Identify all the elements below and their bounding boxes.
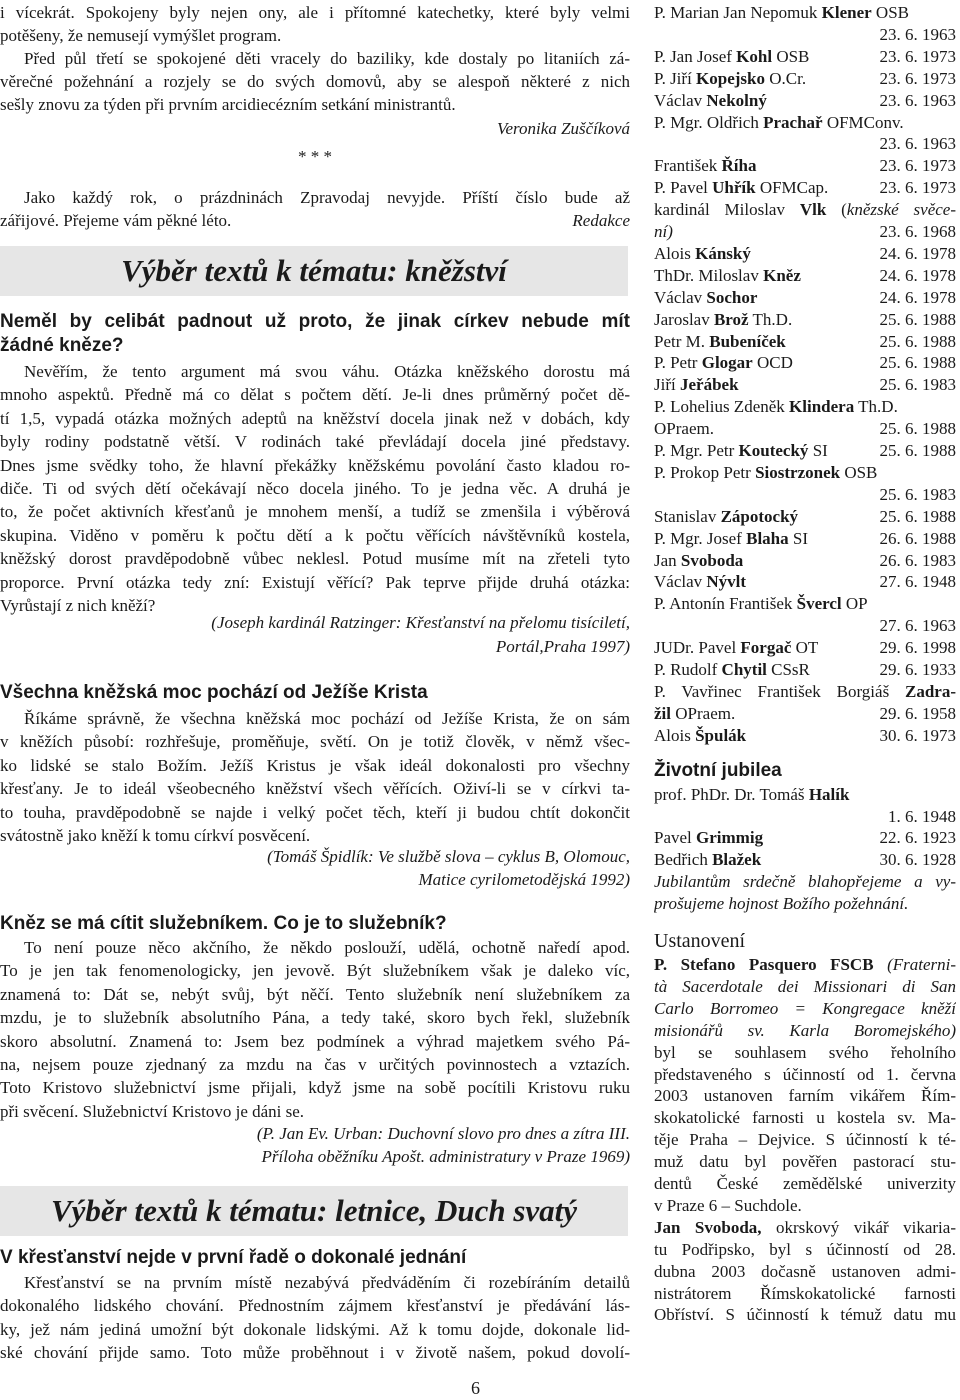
ordination-date: 27. 6. 1963	[879, 616, 956, 636]
person-surname: Uhřík	[712, 178, 756, 198]
listing-row	[654, 954, 956, 976]
article-source: Matice cyrilometodějská 1992)	[418, 870, 630, 889]
listing-row	[654, 615, 956, 637]
listing-row	[654, 287, 956, 309]
ordination-date: 23. 6. 1963	[879, 134, 956, 154]
listing-row	[654, 1107, 956, 1129]
intro-line: sešly znovu za týden při prvním arcidiecézním setkání ministrantů.	[0, 95, 456, 114]
listing-row	[654, 331, 956, 353]
ordination-date: 23. 6. 1973	[879, 178, 956, 198]
person-title: Bedřich	[654, 850, 713, 870]
person-surname: Bubeníček	[709, 331, 786, 351]
article-source: (P. Jan Ev. Urban: Duchovní slovo pro dnes a zítra III.	[256, 1124, 630, 1143]
appointment-note: Carlo Borromeo = Kongregace kněží	[654, 998, 956, 1018]
listing-row	[654, 462, 956, 484]
listing-row	[654, 976, 956, 998]
listing-row	[654, 1173, 956, 1195]
listing-row	[654, 90, 956, 112]
intro-line: Před půl třetí se spokojené děti vracely do baziliky, kde dostaly po litaniích zá-	[24, 49, 630, 68]
article-title: Všechna kněžská moc pochází od Ježíše Krista	[0, 682, 428, 703]
person-title: P. Petr	[654, 353, 702, 373]
listing-row	[654, 806, 956, 828]
person-title: Petr M.	[654, 331, 710, 351]
listing-row	[654, 243, 956, 265]
person-surname: Kánský	[695, 243, 751, 263]
ordination-date: 29. 6. 1933	[879, 660, 956, 679]
person-surname: žil	[654, 703, 671, 723]
person-surname: Říha	[721, 156, 757, 176]
article-text-line: dokonalého lidského chování. Přednostním zájmem křesťanství je předávání lás-	[0, 1296, 630, 1316]
ordination-date: 24. 6. 1978	[879, 265, 956, 285]
ordination-date: 23. 6. 1973	[879, 156, 956, 176]
article-text-line: křesťany. Je to ideál všeobecného kněžství všech věřících. Oživí-li se v církvi ta-	[0, 779, 630, 799]
person-surname: Brož	[713, 309, 749, 329]
ordination-date: 29. 6. 1958	[879, 703, 956, 723]
appointee-name: Jan Svoboda,	[654, 1217, 762, 1237]
person-title: Alois	[654, 725, 696, 745]
article-text-line: mnoho aspektů. Předně má co dělat s počtem dětí. Je-li dnes průměrný počet dě-	[0, 385, 630, 405]
listing-row	[654, 703, 956, 725]
person-title: P. Mgr. Josef	[654, 528, 747, 548]
article-text-line: Toto Kristovo služebnictví jsme přijali, když jsme na sobě pocítili Kristovu ruku	[0, 1078, 630, 1098]
intro-line: věrečné požehnání a rozjely se do svých domovů, aby se alespoň některé z nich	[0, 72, 630, 91]
person-surname: Švercl	[796, 594, 842, 614]
ordination-date: 25. 6. 1983	[879, 375, 956, 395]
person-title: Pavel	[654, 828, 697, 848]
listing-row	[654, 1283, 956, 1305]
person-title: P. Lohelius Zdeněk	[654, 397, 790, 417]
person-surname: Zápotocký	[720, 506, 799, 526]
ordination-date: 23. 6. 1968	[879, 222, 956, 241]
listing-row	[654, 1261, 956, 1283]
article-source: (Joseph kardinál Ratzinger: Křesťanství na přelomu tisíciletí,	[211, 613, 630, 632]
person-title: Václav	[654, 572, 707, 592]
article-text-line: při svěcení. Služebnictví Kristovo je dáni se.	[0, 1101, 305, 1121]
article-source: Příloha oběžníku Apošt. administratury v Praze 1969)	[261, 1147, 630, 1166]
page-number: 6	[471, 1378, 480, 1398]
appointment-text: dubna 2003 dočasně ustanoven admi-	[654, 1261, 956, 1281]
notice-line: Jako každý rok, o prázdninách Zpravodaj nevyjde. Příští číslo bude až	[24, 188, 630, 207]
article-source: (Tomáš Špidlík: Ve službě slova – cyklus B, Olomouc,	[267, 847, 630, 866]
listing-row	[654, 265, 956, 287]
person-title: Alois	[654, 243, 696, 263]
person-surname: Koutecký	[738, 441, 809, 460]
section-banner-kneztvi: Výběr textů k tématu: kněžství	[0, 246, 628, 296]
ordination-date: 24. 6. 1978	[879, 243, 956, 263]
article-text-line: proporce. První otázka tedy zní: Existují věřící? Pak teprve přijde druhá otázka:	[0, 572, 630, 592]
person-suffix: Th.D.	[748, 309, 793, 329]
person-suffix: OSB	[772, 46, 810, 66]
article-text-line: kněžský dorost pravděpodobně vůbec neklesl. Potud musíme mít na zřeteli tyto	[0, 549, 630, 569]
appointment-text: těje Praha – Dejvice. S účinností k té-	[654, 1130, 956, 1150]
person-surname: Prachař	[763, 112, 823, 132]
person-surname: Chytil	[721, 660, 767, 679]
person-title: P. Marian Jan Nepomuk	[654, 3, 822, 22]
listing-row	[654, 1239, 956, 1261]
notice-line: zářijové. Přejeme vám pěkné léto.	[0, 211, 232, 230]
person-title: Jan	[654, 550, 681, 570]
listing-row	[654, 506, 956, 528]
appointment-text: byl se souhlasem svého řeholního	[654, 1042, 956, 1062]
ordination-date: 23. 6. 1963	[879, 90, 956, 110]
section-banner-letnice: Výběr textů k tématu: letnice, Duch svatý	[0, 1186, 628, 1236]
ordination-date: 25. 6. 1988	[879, 331, 956, 351]
person-surname: Kněz	[763, 265, 801, 285]
article-text-line: Vyrůstají z nich kněží?	[0, 596, 156, 615]
person-surname: Blažek	[712, 850, 762, 870]
listing-row	[654, 1304, 956, 1326]
appointment-text: okrskový vikář vikaria-	[761, 1217, 956, 1237]
article-title: Neměl by celibát padnout už proto, že jinak církev nebude mít	[0, 311, 630, 332]
person-surname: Jeřábek	[679, 375, 739, 395]
listing-row	[654, 1064, 956, 1086]
article-title: žádné kněze?	[0, 335, 124, 356]
person-surname: Klindera	[789, 397, 855, 417]
listing-row	[654, 784, 956, 806]
ordination-date: 27. 6. 1948	[879, 572, 956, 592]
appointee-name: P. Stefano Pasquero FSCB	[654, 955, 874, 974]
person-title: P. Jan Josef	[654, 46, 737, 66]
listing-row	[654, 528, 956, 550]
section-heading-jubilea: Životní jubilea	[654, 759, 782, 781]
ordination-date: 25. 6. 1988	[879, 353, 956, 373]
appointment-text: Obříství. S účinností k témuž datu mu	[654, 1305, 956, 1325]
person-suffix: OFMConv.	[822, 112, 904, 132]
listing-row	[654, 177, 956, 199]
appointment-text: v Praze 6 – Suchdole.	[654, 1195, 802, 1215]
ordination-date: 26. 6. 1983	[879, 550, 956, 570]
article-text-line: na, nejsem pouze zjednaný za mzdu na čas v určitých povinnostech a vztazích.	[0, 1055, 630, 1074]
person-title: ThDr. Miloslav	[654, 265, 764, 285]
article-text-line: to touha, pravděpodobně se najde i velký počet těch, kteří ji budou chtít dokončit	[0, 802, 630, 822]
listing-row	[654, 309, 956, 331]
person-suffix: OPraem.	[671, 703, 736, 723]
separator-stars: * * *	[298, 147, 332, 166]
listing-row	[654, 637, 956, 659]
person-surname: Forgač	[740, 638, 792, 658]
person-title: prof. PhDr. Dr. Tomáš	[654, 784, 809, 804]
listing-row	[654, 1020, 956, 1042]
article-text-line: znamená to: Dát se, nebýt svůj, být něčí. Tento služebník není služebníkem za	[0, 984, 630, 1004]
person-suffix: OFMCap.	[755, 178, 829, 198]
article-text-line: Říkáme správně, že všechna kněžská moc pochází od Ježíše Krista, že on sám	[24, 709, 630, 728]
appointment-text: skokatolické farnosti u kostela sv. Ma-	[654, 1108, 956, 1128]
person-suffix: CSsR	[766, 660, 810, 679]
listing-row	[654, 1217, 956, 1239]
ordination-date: 23. 6. 1973	[879, 68, 956, 88]
person-surname: Vlk	[799, 200, 827, 220]
person-title: Václav	[654, 287, 707, 307]
person-surname: Blaha	[746, 528, 789, 548]
appointment-text: tu Podřipsko, byl s účinností od 28.	[654, 1239, 956, 1259]
listing-row	[654, 998, 956, 1020]
listing-row	[654, 893, 956, 915]
article-title: V křesťanství nejde v první řadě o dokonalé jednání	[0, 1247, 467, 1268]
intro-line: i vícekrát. Spokojeny byly nejen ony, ale i přítomné katechetky, které byly velmi	[0, 3, 630, 22]
listing-row	[654, 659, 956, 681]
listing-row	[654, 374, 956, 396]
article-text-line: to, že počet aktivních křesťanů je mnohem menší, a tudíž se zmenšila i výběrová	[0, 502, 630, 522]
article-text-line: mzdu, je to služebník absolutního Pána, a tedy také, skoro bych řekl, služebník	[0, 1008, 630, 1028]
person-suffix: OSB	[840, 462, 878, 482]
jubilee-wish: Jubilantům srdečně blahopřejeme a vy-	[654, 872, 956, 892]
person-suffix: Th.D.	[854, 397, 898, 417]
punct: (	[826, 200, 847, 220]
person-title: P. Pavel	[654, 178, 713, 198]
listing-row	[654, 1195, 956, 1217]
article-text-line: To není pouze něco akčního, že někdo poslouží, udělá, ochotně naředí apod.	[24, 938, 630, 957]
listing-row	[654, 725, 956, 747]
person-surname: Grimmig	[696, 828, 764, 848]
person-surname: Kopejsko	[696, 68, 766, 88]
ordination-date: 25. 6. 1983	[879, 484, 956, 504]
article-text-line: Křesťanství se na prvním místě nezabývá předváděním či rozebíráním detailů	[24, 1273, 630, 1292]
listing-row	[654, 1085, 956, 1107]
listing-row	[654, 24, 956, 46]
listing-row	[654, 418, 956, 440]
intro-line: potěšeny, že nemusejí vymýšlet program.	[0, 26, 282, 45]
listing-row	[654, 1129, 956, 1151]
person-surname: Halík	[808, 784, 850, 804]
person-title: Jiří	[654, 375, 680, 395]
article-text-line: svátostně jako kněží k tomu církví posvěcení.	[0, 826, 311, 845]
article-text-line: skoro absolutní. Znamená to: Jsem bez podmínek a výhrad majetkem svého Pá-	[0, 1031, 630, 1051]
person-title: P. Jiří	[654, 68, 697, 88]
article-text-line: diče. Ti od svých dětí očekávají něco docela jiného. To je jedna věc. A druhá je	[0, 479, 630, 498]
person-title: Václav	[654, 90, 707, 110]
person-title: P. Prokop Petr	[654, 462, 756, 482]
listing-row	[654, 199, 956, 221]
ordination-date: 24. 6. 1978	[879, 287, 956, 307]
article-text-line: Nevěřím, že tento argument má svou váhu. Otázka kněžského dorostu má	[24, 362, 630, 381]
person-surname: Kohl	[736, 46, 773, 66]
person-surname: Zadra-	[905, 681, 956, 701]
article-author: Veronika Zuščíková	[497, 119, 630, 138]
jubilee-date: 1. 6. 1948	[888, 806, 956, 826]
person-title: František	[654, 156, 722, 176]
listing-row	[654, 352, 956, 374]
article-text-line: skupina. Viděno v poměru k počtu dětí a k počtu věřících návštěvníků kostela,	[0, 525, 630, 545]
person-surname: Nekolný	[706, 90, 767, 110]
article-text-line: byly rodiny podstatně větší. V rodinách také převládají docela jiné představy.	[0, 432, 630, 452]
person-suffix: OSB	[871, 3, 909, 22]
listing-row	[654, 133, 956, 155]
person-title: JUDr. Pavel	[654, 638, 741, 658]
person-title: kardinál Miloslav	[654, 200, 800, 220]
ordination-date: 29. 6. 1998	[879, 638, 956, 658]
appointment-text: 2003 ustanoven farním vikářem Řím-	[654, 1086, 956, 1106]
person-suffix: OP	[841, 594, 868, 614]
ordination-date: 23. 6. 1973	[879, 46, 956, 66]
person-title: P. Vavřinec František Borgiáš	[654, 681, 905, 701]
listing-row	[654, 571, 956, 593]
appointment-text: dentů České zemědělské univerzity	[654, 1174, 956, 1193]
person-surname: Siostrzonek	[755, 462, 841, 482]
article-source: Portál,Praha 1997)	[495, 637, 630, 656]
appointment-text: muž datu byl pověřen pastorací stu-	[654, 1152, 956, 1172]
person-title: Stanislav	[654, 506, 721, 526]
listing-row	[654, 871, 956, 893]
person-surname: Sochor	[706, 287, 758, 307]
person-title: P. Rudolf	[654, 660, 722, 679]
ordination-date: 25. 6. 1988	[879, 419, 956, 439]
listing-row	[654, 112, 956, 134]
person-suffix: SI	[788, 528, 809, 548]
listing-row	[654, 827, 956, 849]
appointment-note: tà Sacerdotale dei Missionari di San	[654, 976, 956, 996]
person-title: P. Mgr. Petr	[654, 441, 739, 460]
person-surname: Glogar	[701, 353, 753, 373]
appointment-text: představeného s účinností od 1. června	[654, 1064, 956, 1084]
listing-row	[654, 440, 956, 462]
ordination-date: 23. 6. 1963	[879, 24, 956, 44]
listing-row	[654, 849, 956, 871]
ordination-date: 25. 6. 1988	[879, 506, 956, 526]
ordination-date: 26. 6. 1988	[879, 528, 956, 548]
person-note: ní)	[654, 222, 673, 241]
listing-row	[654, 155, 956, 177]
article-text-line: Dnes jsme svědky toho, že hlavní překážky kněžskému povolání často kladou ro-	[0, 455, 630, 475]
person-suffix: O.Cr.	[765, 68, 807, 88]
listing-row	[654, 1042, 956, 1064]
article-text-line: To je jen tak fenomenologicky, jen jevově. Být služebníkem však je daleko víc,	[0, 961, 630, 981]
listing-row	[654, 46, 956, 68]
jubilee-wish: prošujeme hojnost Božího požehnání.	[654, 894, 909, 914]
ordination-date: 25. 6. 1988	[879, 309, 956, 329]
person-title: OPraem.	[654, 419, 714, 439]
person-surname: Svoboda	[680, 550, 744, 570]
listing-row	[654, 221, 956, 243]
article-title: Kněz se má cítit služebníkem. Co je to služebník?	[0, 913, 447, 934]
appointment-note: (Fraterni-	[873, 955, 956, 974]
appointment-text: nistrátorem Římskokatolické farnosti	[654, 1283, 956, 1303]
person-surname: Špulák	[695, 725, 747, 745]
person-note: knězské svěce-	[846, 200, 956, 220]
person-title: Jaroslav	[654, 309, 714, 329]
listing-row	[654, 2, 956, 24]
listing-row	[654, 396, 956, 418]
ordination-date: 25. 6. 1988	[879, 441, 956, 460]
listing-row	[654, 593, 956, 615]
appointment-note: misionářů sv. Karla Boromejského)	[654, 1020, 956, 1040]
person-suffix: SI	[808, 441, 828, 460]
ordination-date: 30. 6. 1973	[879, 725, 956, 745]
article-text-line: ko lidské se stalo Božím. Ježíš Kristus je však ideál dokonalosti pro všechny	[0, 755, 630, 775]
person-title: P. Mgr. Oldřich	[654, 112, 764, 132]
listing-row	[654, 1151, 956, 1173]
article-text-line: tí 1,5, vypadá otázka možných adeptů na kněžství docela jinak než v dobách, kdy	[0, 408, 630, 428]
notice-signature: Redakce	[572, 211, 630, 230]
person-surname: Klener	[821, 3, 872, 22]
listing-row	[654, 681, 956, 703]
listing-row	[654, 550, 956, 572]
jubilee-date: 22. 6. 1923	[879, 828, 956, 848]
article-text-line: ky, jež nám jediná umožní být dokonale lidskými. Až k tomu dojde, dokonale lid-	[0, 1319, 630, 1339]
person-surname: Nývlt	[706, 572, 747, 592]
listing-row	[654, 68, 956, 90]
article-text-line: ské chování přijde samo. Toto může proběhnout i v životě našem, pokud dovolí-	[0, 1343, 630, 1363]
person-title: P. Antonín František	[654, 594, 797, 614]
listing-row	[654, 484, 956, 506]
person-suffix: OCD	[752, 353, 793, 373]
person-suffix: OT	[791, 638, 819, 658]
section-heading-ustanoveni: Ustanovení	[654, 930, 746, 952]
jubilee-date: 30. 6. 1928	[879, 850, 956, 870]
article-text-line: v kněžích působí: rozhřešuje, proměňuje, světí. On je totiž člověk, v němž všec-	[0, 732, 630, 752]
